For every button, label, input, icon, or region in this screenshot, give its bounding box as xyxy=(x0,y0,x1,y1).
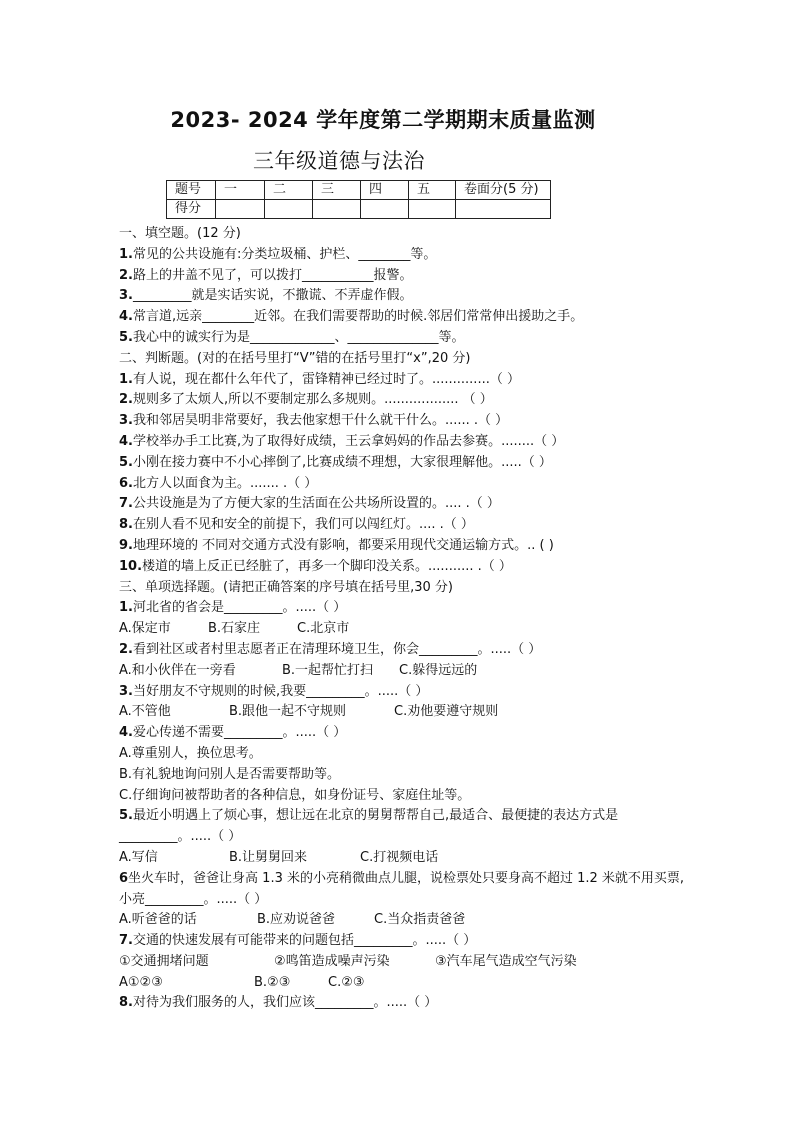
score-input-cell[interactable] xyxy=(313,200,361,219)
answer-options xyxy=(119,702,689,723)
question-number: 4. xyxy=(119,309,133,325)
question-number: 2. xyxy=(119,267,133,283)
question-text: 对待为我们服务的人，我们应该_________。.....（ ） xyxy=(132,995,438,1011)
question-number: 4. xyxy=(119,725,133,741)
question-text: 交通的快速发展有可能带来的问题包括_________。.....（ ） xyxy=(132,933,477,949)
answer-options xyxy=(119,848,689,869)
score-header-cell: 二 xyxy=(265,181,313,200)
answer-option: A①②③ xyxy=(119,974,163,990)
question-item xyxy=(119,370,689,391)
answer-option: C.劝他要遵守规则 xyxy=(394,704,499,720)
question-number: 5. xyxy=(119,454,133,470)
section-heading: 三、单项选择题。(请把正确答案的序号填在括号里,30 分) xyxy=(119,579,453,595)
score-header-cell: 五 xyxy=(409,181,456,200)
score-input-cell[interactable] xyxy=(456,200,551,219)
answer-option: A.不管他 xyxy=(119,704,171,720)
question-text: 规则多了太烦人,所以不要制定那么多规则。.................. （ ） xyxy=(132,392,493,408)
question-number: 7. xyxy=(119,933,133,949)
score-input-cell[interactable] xyxy=(265,200,313,219)
answer-option: C.躲得远远的 xyxy=(399,662,478,678)
question-text: 最近小明遇上了烦心事，想让远在北京的舅舅帮帮自己,最适合、最便捷的表达方式是_________。.....（ ） xyxy=(119,808,619,845)
question-text: 地理环境的 不同对交通方式没有影响，都要采用现代交通运输方式。.. ( ) xyxy=(132,537,554,553)
question-item xyxy=(119,993,689,1014)
answer-option: A.尊重别人，换位思考。 xyxy=(119,745,262,761)
question-number: 9. xyxy=(119,537,133,553)
score-header-cell: 四 xyxy=(361,181,409,200)
question-item xyxy=(119,245,689,266)
answer-option: B.②③ xyxy=(254,974,291,990)
question-item xyxy=(119,640,689,661)
answer-option: B.一起帮忙打扫 xyxy=(282,662,374,678)
question-item xyxy=(119,411,689,432)
question-item xyxy=(119,723,689,744)
question-item xyxy=(119,390,689,411)
answer-options xyxy=(119,973,689,994)
question-item xyxy=(119,286,689,307)
question-item xyxy=(119,328,689,349)
question-text: 常见的公共设施有:分类垃圾桶、护栏、________等。 xyxy=(132,246,437,262)
answer-option: B.应劝说爸爸 xyxy=(257,912,336,928)
answer-option: B.跟他一起不守规则 xyxy=(229,704,347,720)
question-text: 楼道的墙上反正已经脏了，再多一个脚印没关系。........... .（ ） xyxy=(142,558,512,574)
question-text: 我心中的诚实行为是_____________、______________等。 xyxy=(132,329,465,345)
question-number: 10. xyxy=(119,558,143,574)
question-item xyxy=(119,266,689,287)
score-input-cell[interactable] xyxy=(361,200,409,219)
question-item xyxy=(119,432,689,453)
section-heading: 一、填空题。(12 分) xyxy=(119,226,241,241)
score-header-cell: 卷面分(5 分) xyxy=(456,181,551,200)
question-item xyxy=(119,536,689,557)
question-text: 当好朋友不守规则的时候,我要_________。.....（ ） xyxy=(132,683,429,699)
question-text: 学校举办手工比赛,为了取得好成绩，王云拿妈妈的作品去参赛。........（ ） xyxy=(132,433,565,449)
exam-title: 2023- 2024 学年度第二学期期末质量监测 xyxy=(170,108,596,132)
question-number: 3. xyxy=(119,288,133,304)
question-number: 3. xyxy=(119,683,133,699)
question-number: 6. xyxy=(119,475,133,491)
question-text: 在别人看不见和安全的前提下，我们可以闯红灯。.... .（ ） xyxy=(132,517,474,533)
question-text: 我和邻居昊明非常要好，我去他家想干什么就干什么。...... .（ ） xyxy=(132,413,509,429)
statement-list xyxy=(119,952,689,973)
answer-option: B.石家庄 xyxy=(208,621,261,637)
question-number: 1. xyxy=(119,246,133,262)
question-number: 5. xyxy=(119,808,133,824)
answer-option: C.当众指责爸爸 xyxy=(374,912,466,928)
answer-option: A.保定市 xyxy=(119,621,171,637)
question-item xyxy=(119,307,689,328)
question-text: 有人说，现在都什么年代了，雷锋精神已经过时了。..............（ ） xyxy=(132,371,520,387)
question-item xyxy=(119,494,689,515)
statement-item: ③汽车尾气造成空气污染 xyxy=(435,953,577,969)
question-item xyxy=(119,557,689,578)
answer-option: C.打视频电话 xyxy=(360,849,439,865)
question-text: 河北省的省会是_________。.....（ ） xyxy=(132,600,347,616)
answer-option: B.有礼貌地询问别人是否需要帮助等。 xyxy=(119,766,341,782)
question-number: 8. xyxy=(119,517,133,533)
question-item xyxy=(119,453,689,474)
answer-option: A.写信 xyxy=(119,849,158,865)
question-text: 坐火车时，爸爸让身高 1.3 米的小亮稍微曲点儿腿，说检票处只要身高不超过 1.2 米就不用买票,小亮_________。.....（ ） xyxy=(119,870,685,907)
answer-options xyxy=(119,661,689,682)
question-item xyxy=(119,515,689,536)
question-text: 爱心传递不需要_________。.....（ ） xyxy=(132,725,347,741)
question-number: 1. xyxy=(119,371,133,387)
question-number: 8. xyxy=(119,995,133,1011)
question-text: 路上的井盖不见了，可以拨打___________报警。 xyxy=(132,267,413,283)
question-item xyxy=(119,869,689,911)
question-number: 1. xyxy=(119,600,133,616)
answer-option: A.听爸爸的话 xyxy=(119,912,197,928)
score-table-header-row xyxy=(167,181,551,200)
question-text: 常言道,远亲________近邻。在我们需要帮助的时候.邻居们常常伸出援助之手。 xyxy=(132,309,584,325)
answer-options xyxy=(119,619,689,640)
score-row-label: 得分 xyxy=(167,200,216,219)
score-header-cell: 题号 xyxy=(167,181,216,200)
statement-item: ②鸣笛造成噪声污染 xyxy=(274,953,390,969)
question-text: 小刚在接力赛中不小心摔倒了,比赛成绩不理想，大家很理解他。.....（ ） xyxy=(132,454,552,470)
answer-option: B.让舅舅回来 xyxy=(229,849,308,865)
score-header-cell: 三 xyxy=(313,181,361,200)
question-text: 北方人以面食为主。....... .（ ） xyxy=(132,475,318,491)
question-text: 看到社区或者村里志愿者正在清理环境卫生，你会_________。.....（ ） xyxy=(132,641,542,657)
question-item xyxy=(119,598,689,619)
question-number: 4. xyxy=(119,433,133,449)
section-heading: 二、判断题。(对的在括号里打“V”错的在括号里打“x”,20 分) xyxy=(119,350,471,366)
answer-option: C.北京市 xyxy=(297,621,350,637)
answer-option: C.仔细询问被帮助者的各种信息，如身份证号、家庭住址等。 xyxy=(119,787,471,803)
answer-option: A.和小伙伴在一旁看 xyxy=(119,662,236,678)
score-input-cell[interactable] xyxy=(409,200,456,219)
question-text: 公共设施是为了方便大家的生活面在公共场所设置的。.... .（ ） xyxy=(132,496,500,512)
exam-subtitle: 三年级道德与法治 xyxy=(253,149,425,173)
score-table xyxy=(166,180,551,219)
question-item xyxy=(119,931,689,952)
question-number: 7. xyxy=(119,496,133,512)
answer-options xyxy=(119,910,689,931)
question-item xyxy=(119,474,689,495)
question-number: 2. xyxy=(119,392,133,408)
answer-option: C.②③ xyxy=(328,974,365,990)
statement-item: ①交通拥堵问题 xyxy=(119,953,209,969)
question-item xyxy=(119,682,689,703)
exam-content xyxy=(119,224,689,1014)
score-header-cell: 一 xyxy=(216,181,265,200)
question-item xyxy=(119,806,689,848)
question-number: 3. xyxy=(119,413,133,429)
question-text: _________就是实话实说，不撒谎、不弄虚作假。 xyxy=(132,288,413,304)
score-input-cell[interactable] xyxy=(216,200,265,219)
question-number: 6 xyxy=(119,870,129,886)
question-number: 2. xyxy=(119,641,133,657)
question-number: 5. xyxy=(119,329,133,345)
score-table-score-row xyxy=(167,200,551,219)
